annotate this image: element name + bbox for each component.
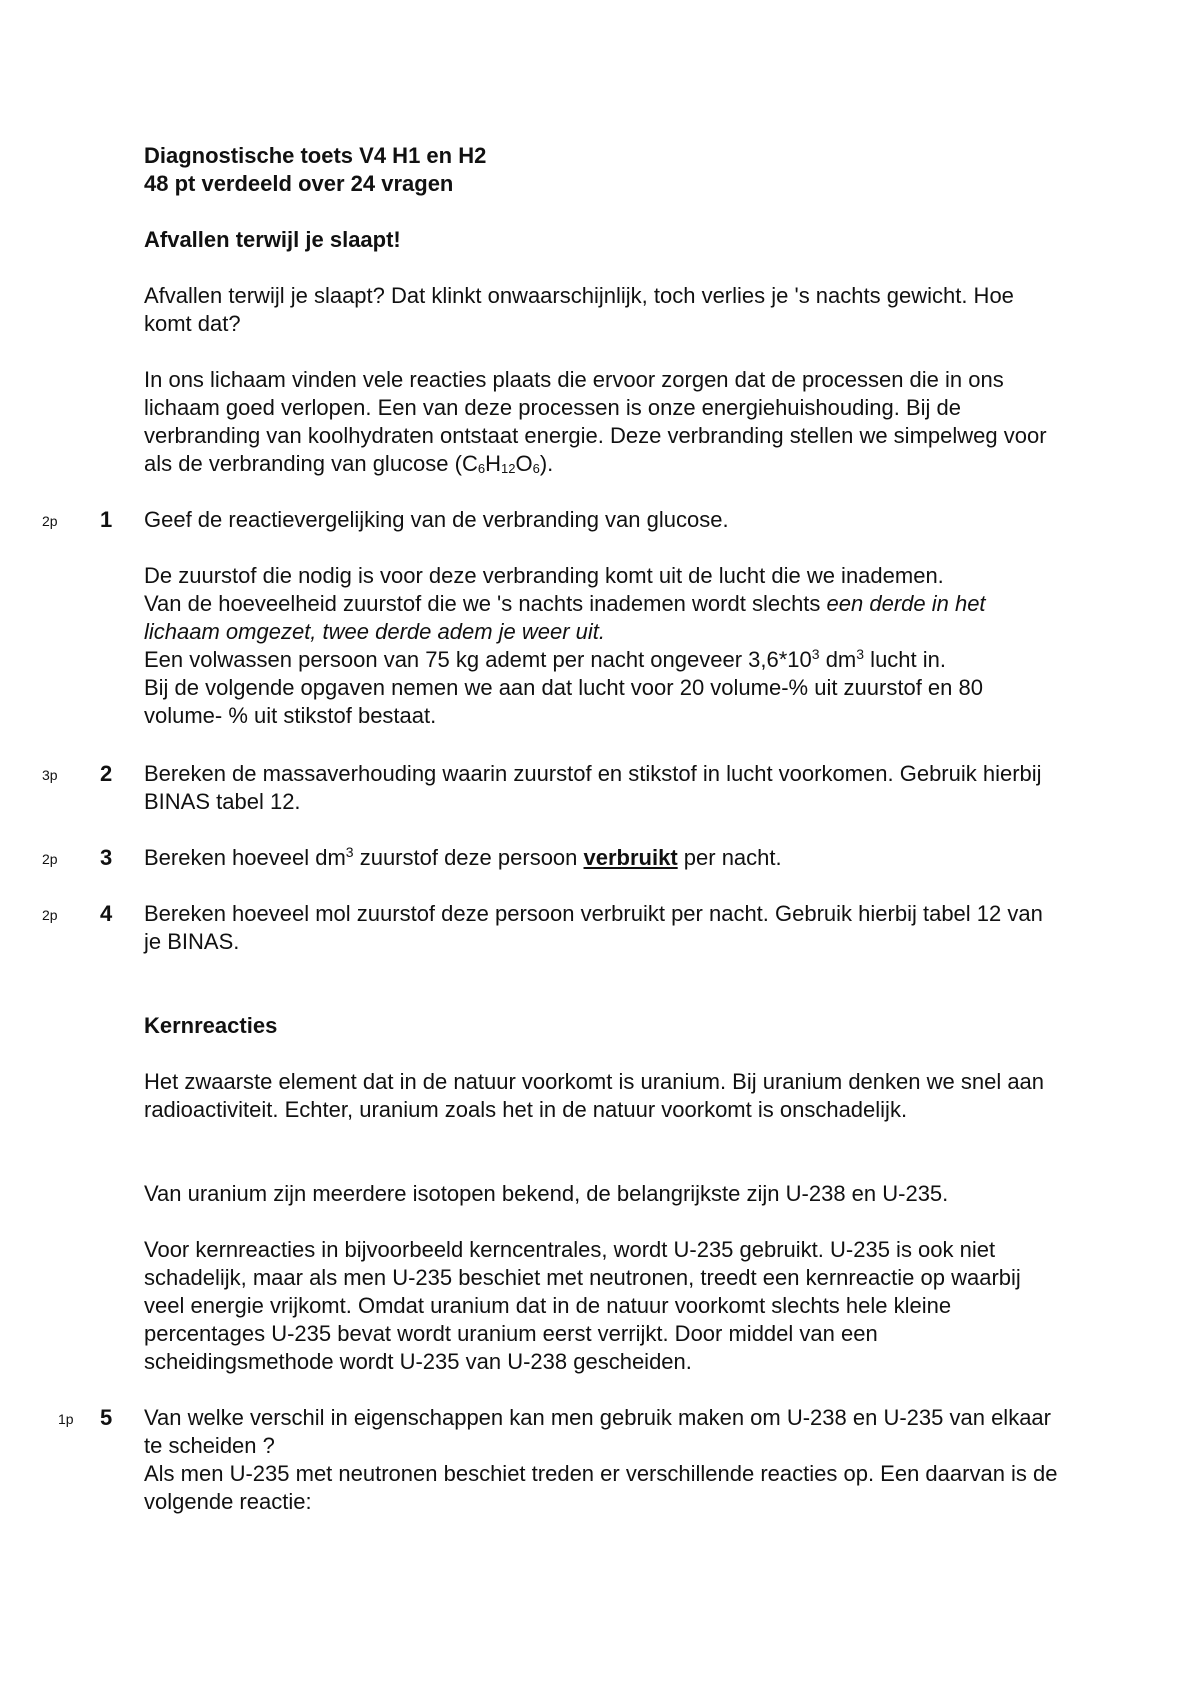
question-5-points: 1p — [58, 1411, 74, 1427]
oxygen-context: De zuurstof die nodig is voor deze verbranding komt uit de lucht die we inademen. Van de hoeveelheid zuurstof die we 's nachts inademen wordt slechts een derde in het lichaam omgezet, twee derde adem je weer uit. Een volwassen persoon van 75 kg ademt per nacht ongeveer $3,6*10^3$ $dm^3$ lucht in. Bij de volgende opgaven nemen we aan dat lucht voor 20 volume-% uit zuurstof en 80 volume- % uit stikstof bestaat. — [144, 563, 986, 728]
question-4-points: 2p — [42, 907, 58, 923]
emphasis-one-third: een derde in het lichaam omgezet, twee derde adem je weer uit. — [144, 591, 986, 644]
question-5-text: Van welke verschil in eigenschappen kan men gebruik maken om U-238 en U-235 van elkaar te scheiden ? — [144, 1405, 1051, 1458]
energy-paragraph — [144, 366, 1064, 478]
energy-paragraph-text: In ons lichaam vinden vele reacties plaats die ervoor zorgen dat de processen die in ons lichaam goed verlopen. Een van deze processen is onze energiehuishouding. Bij de verbranding van koolhydraten ontstaat energie. Deze verbranding stellen we simpelweg voor als de verbranding van glucose ( — [144, 367, 1047, 476]
question-2-number: 2 — [100, 761, 113, 786]
enrichment-paragraph: Voor kernreacties in bijvoorbeeld kerncentrales, wordt U-235 gebruikt. U-235 is ook niet schadelijk, maar als men U-235 beschiet met neutronen, treedt een kernreactie op waarbij veel energie vrijkomt. Omdat uranium dat in de natuur voorkomt slechts hele kleine percentages U-235 bevat wordt uranium eerst verrijkt. Door middel van een scheidingsmethode wordt U-235 van U-238 gescheiden. — [144, 1237, 1021, 1374]
question-1-points: 2p — [42, 513, 58, 529]
question-3-text: Bereken hoeveel $dm^3$ zuurstof deze persoon verbruikt per nacht. — [144, 844, 782, 870]
uranium-paragraph: Het zwaarste element dat in de natuur voorkomt is uranium. Bij uranium denken we snel aan radioactiviteit. Echter, uranium zoals het in de natuur voorkomt is onschadelijk. — [144, 1069, 1045, 1122]
emphasis-verbruikt: verbruikt — [583, 845, 678, 870]
question-4-number: 4 — [100, 901, 113, 926]
question-5-number: 5 — [100, 1405, 113, 1430]
document-title: Diagnostische toets V4 H1 en H2 — [144, 143, 487, 168]
question-4-text: Bereken hoeveel mol zuurstof deze persoon verbruikt per nacht. Gebruik hierbij tabel 12 van je BINAS. — [144, 901, 1043, 954]
question-3-number: 3 — [100, 845, 113, 870]
document-subtitle: 48 pt verdeeld over 24 vragen — [144, 171, 454, 196]
intro-paragraph: Afvallen terwijl je slaapt? Dat klinkt onwaarschijnlijk, toch verlies je 's nachts gewicht. Hoe komt dat? — [144, 283, 1014, 336]
section-heading-afvallen: Afvallen terwijl je slaapt! — [144, 227, 401, 252]
question-3-points: 2p — [42, 851, 58, 867]
section-heading-kernreacties: Kernreacties — [144, 1013, 278, 1038]
question-2-points: 3p — [42, 767, 58, 783]
question-1-number: 1 — [100, 507, 113, 532]
isotopes-paragraph: Van uranium zijn meerdere isotopen bekend, de belangrijkste zijn U-238 en U-235. — [144, 1181, 949, 1206]
reaction-intro-paragraph: Als men U-235 met neutronen beschiet treden er verschillende reacties op. Een daarvan is de volgende reactie: — [144, 1461, 1058, 1514]
question-1-text: Geef de reactievergelijking van de verbranding van glucose. — [144, 507, 729, 532]
question-2-text: Bereken de massaverhouding waarin zuurstof en stikstof in lucht voorkomen. Gebruik hierbij BINAS tabel 12. — [144, 761, 1042, 814]
glucose-formula: $C_6H_{12}O_6$). — [461, 451, 554, 476]
